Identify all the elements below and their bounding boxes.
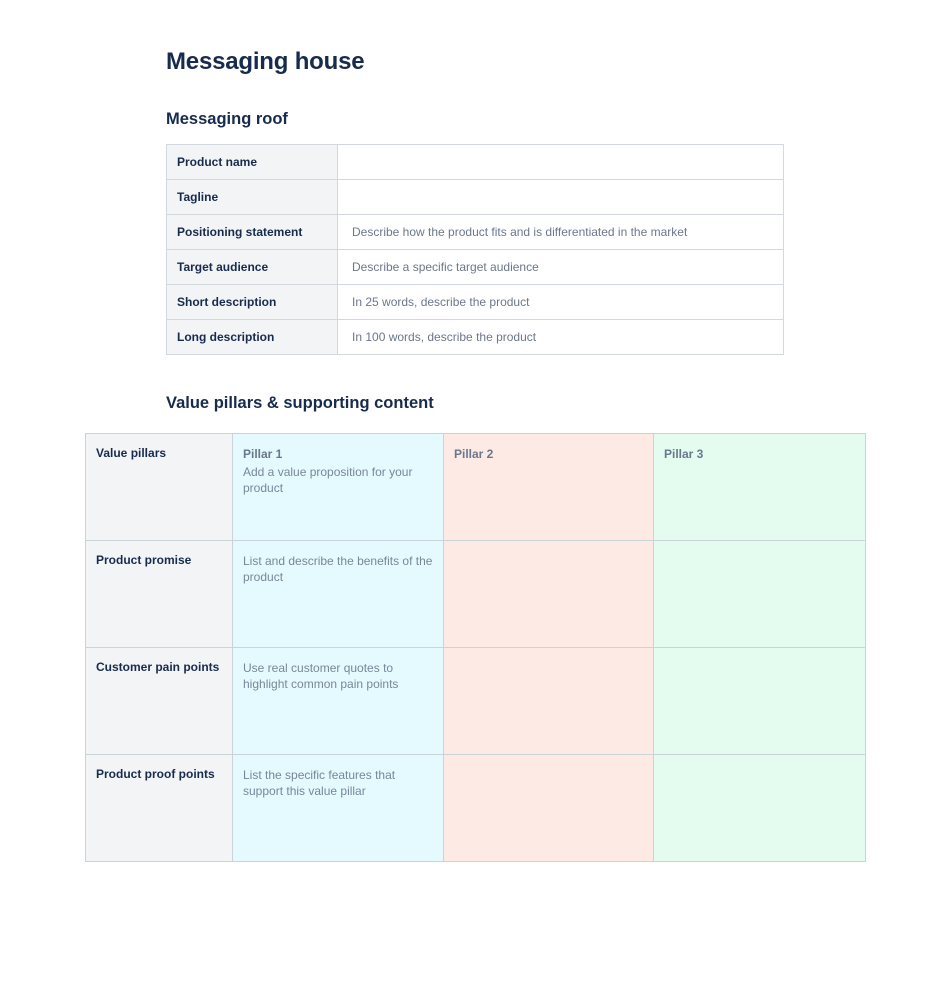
pillar-1-proof-points-cell[interactable] (233, 755, 444, 862)
row-label-product-name: Product name (167, 145, 338, 180)
pillar-1-pain-points-cell[interactable] (233, 648, 444, 755)
pillar-2-pain-points-cell[interactable] (444, 648, 654, 755)
pillar-2-proof-points-cell[interactable] (444, 755, 654, 862)
product-name-cell[interactable] (338, 145, 784, 180)
pillar-2-title: Pillar 2 (454, 447, 494, 461)
table-row (167, 250, 784, 285)
pillar-2-header-cell[interactable] (444, 434, 654, 541)
row-label-product-proof-points: Product proof points (86, 755, 233, 862)
page-title: Messaging house (166, 48, 365, 75)
table-row (86, 648, 866, 755)
row-label-customer-pain-points: Customer pain points (86, 648, 233, 755)
row-label-short-description: Short description (167, 285, 338, 320)
pillar-3-header-cell[interactable] (654, 434, 866, 541)
pillar-3-product-promise-cell[interactable] (654, 541, 866, 648)
cell-text: Use real customer quotes to highlight common pain points (243, 661, 399, 691)
table-row (86, 541, 866, 648)
messaging-roof-table (166, 144, 784, 355)
pillar-1-header-cell[interactable] (233, 434, 444, 541)
table-row (167, 180, 784, 215)
table-row (86, 434, 866, 541)
pillar-1-value-proposition: Add a value proposition for your product (243, 465, 413, 495)
row-label-target-audience: Target audience (167, 250, 338, 285)
cell-text: List the specific features that support this value pillar (243, 768, 396, 798)
value-pillars-table (85, 433, 866, 862)
table-row (167, 145, 784, 180)
pillar-3-proof-points-cell[interactable] (654, 755, 866, 862)
row-label-tagline: Tagline (167, 180, 338, 215)
table-row (167, 215, 784, 250)
pillar-1-title: Pillar 1 (243, 447, 283, 461)
table-row (86, 755, 866, 862)
value-pillars-heading: Value pillars & supporting content (166, 394, 434, 412)
target-audience-cell[interactable]: Describe a specific target audience (338, 250, 784, 285)
pillar-3-pain-points-cell[interactable] (654, 648, 866, 755)
pillar-1-product-promise-cell[interactable] (233, 541, 444, 648)
short-description-cell[interactable]: In 25 words, describe the product (338, 285, 784, 320)
pillar-3-title: Pillar 3 (664, 447, 704, 461)
table-row (167, 320, 784, 355)
table-row (167, 285, 784, 320)
positioning-statement-cell[interactable]: Describe how the product fits and is differentiated in the market (338, 215, 784, 250)
row-label-positioning-statement: Positioning statement (167, 215, 338, 250)
tagline-cell[interactable] (338, 180, 784, 215)
pillar-2-product-promise-cell[interactable] (444, 541, 654, 648)
row-label-product-promise: Product promise (86, 541, 233, 648)
messaging-roof-heading: Messaging roof (166, 110, 288, 128)
long-description-cell[interactable]: In 100 words, describe the product (338, 320, 784, 355)
row-label-long-description: Long description (167, 320, 338, 355)
cell-text: List and describe the benefits of the product (243, 554, 433, 584)
row-label-value-pillars: Value pillars (86, 434, 233, 541)
